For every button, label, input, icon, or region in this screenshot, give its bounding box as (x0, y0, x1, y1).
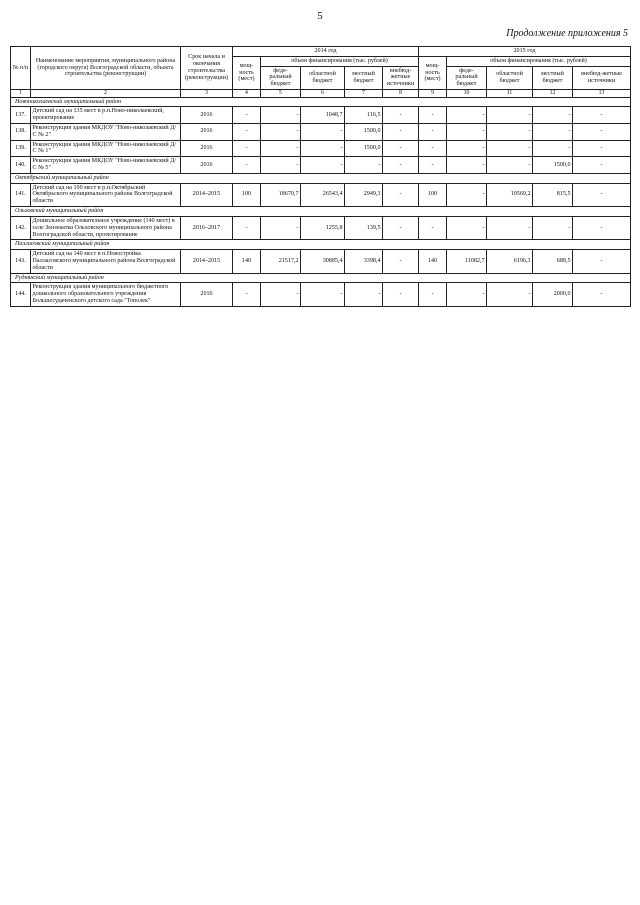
header-local-2014: местный бюджет (345, 66, 383, 89)
table-row (11, 140, 631, 157)
object-name: Детский сад на 135 мест в р.п.Ново-николаевский, проектирование (31, 107, 181, 124)
header-capacity-2015: мощ-ность (мест) (419, 56, 447, 89)
column-number-row (11, 90, 631, 97)
header-capacity-2014: мощ-ность (мест) (233, 56, 261, 89)
capacity-2014: - (233, 107, 261, 124)
regional-2014: - (301, 140, 345, 157)
appendix-continuation-caption: Продолжение приложения 5 (506, 28, 628, 39)
federal-2015: - (447, 157, 487, 174)
capacity-2015: - (419, 123, 447, 140)
regional-2014: - (301, 123, 345, 140)
header-federal-2015: феде-ральный бюджет (447, 66, 487, 89)
header-year-2014: 2014 год (233, 47, 419, 57)
federal-2015: - (447, 123, 487, 140)
regional-2015: 6196,3 (487, 250, 533, 273)
extra-2015: - (573, 123, 631, 140)
local-2015: - (533, 140, 573, 157)
column-number: 8 (383, 90, 419, 97)
construction-period: 2016 (181, 283, 233, 306)
local-2014: - (345, 157, 383, 174)
extra-2015: - (573, 157, 631, 174)
federal-2014: - (261, 123, 301, 140)
federal-2014: - (261, 216, 301, 239)
column-number: 4 (233, 90, 261, 97)
capacity-2015: - (419, 140, 447, 157)
table-row (11, 216, 631, 239)
row-number: 143. (11, 250, 31, 273)
federal-2014: 18670,7 (261, 183, 301, 206)
table-row (11, 183, 631, 206)
capacity-2014: 100 (233, 183, 261, 206)
local-2014: 2949,3 (345, 183, 383, 206)
header-extra-2014: внебюд-жетные источники (383, 66, 419, 89)
district-name: Ольховский муниципальный район (11, 207, 631, 217)
column-number: 12 (533, 90, 573, 97)
table-row (11, 157, 631, 174)
extra-2015: - (573, 183, 631, 206)
header-period: Срок начала и окончания строительства (реконструкции) (181, 47, 233, 90)
column-number: 10 (447, 90, 487, 97)
district-row (11, 97, 631, 107)
capacity-2014: - (233, 123, 261, 140)
regional-2014: 26543,4 (301, 183, 345, 206)
object-name: Детский сад на 140 мест в п.Новостройка Палласовского муниципального района Волгоградской области (31, 250, 181, 273)
local-2014: 1500,0 (345, 140, 383, 157)
extra-2014: - (383, 123, 419, 140)
column-number: 9 (419, 90, 447, 97)
capacity-2015: 140 (419, 250, 447, 273)
district-row (11, 273, 631, 283)
federal-2015: - (447, 183, 487, 206)
federal-2015: - (447, 283, 487, 306)
regional-2014: 1255,8 (301, 216, 345, 239)
district-name: Палласовский муниципальный район (11, 240, 631, 250)
district-row (11, 207, 631, 217)
local-2015: - (533, 107, 573, 124)
column-number: 13 (573, 90, 631, 97)
federal-2014: - (261, 157, 301, 174)
header-regional-2015: областной бюджет (487, 66, 533, 89)
column-number: 7 (345, 90, 383, 97)
capacity-2015: - (419, 107, 447, 124)
capacity-2015: - (419, 157, 447, 174)
extra-2015: - (573, 216, 631, 239)
local-2014: 1500,0 (345, 123, 383, 140)
row-number: 141. (11, 183, 31, 206)
regional-2014: - (301, 283, 345, 306)
capacity-2015: 100 (419, 183, 447, 206)
federal-2014: - (261, 107, 301, 124)
local-2014: 139,5 (345, 216, 383, 239)
row-number: 138. (11, 123, 31, 140)
header-name: Наименование мероприятия, муниципального района (городского округа) Волгоградской области, объекта строительства (реконструкции) (31, 47, 181, 90)
regional-2014: 1048,7 (301, 107, 345, 124)
extra-2014: - (383, 157, 419, 174)
table-row (11, 283, 631, 306)
regional-2015: - (487, 123, 533, 140)
page-number: 5 (317, 10, 323, 22)
object-name: Детский сад на 100 мест в р.п.Октябрьский Октябрьского муниципального района Волгоградской области (31, 183, 181, 206)
construction-period: 2014–2015 (181, 183, 233, 206)
object-name: Реконструкция здания МКДОУ "Ново-николаевский Д/С № 1" (31, 140, 181, 157)
extra-2015: - (573, 107, 631, 124)
row-number: 142. (11, 216, 31, 239)
local-2014: 116,5 (345, 107, 383, 124)
header-federal-2014: феде-ральный бюджет (261, 66, 301, 89)
capacity-2014: - (233, 157, 261, 174)
federal-2014: - (261, 283, 301, 306)
column-number: 3 (181, 90, 233, 97)
construction-period: 2016 (181, 123, 233, 140)
object-name: Реконструкция здания муниципального бюджетного дошкольного образовательного учреждения Большесудаченского детского сада "Тополек" (31, 283, 181, 306)
table-row (11, 250, 631, 273)
regional-2015: - (487, 140, 533, 157)
capacity-2015: - (419, 283, 447, 306)
construction-period: 2016 (181, 107, 233, 124)
regional-2015: 10569,2 (487, 183, 533, 206)
extra-2015: - (573, 140, 631, 157)
extra-2015: - (573, 250, 631, 273)
federal-2014: - (261, 140, 301, 157)
column-number: 11 (487, 90, 533, 97)
construction-period: 2016–2017 (181, 216, 233, 239)
header-financing-2014: объем финансирования (тыс. рублей) (261, 56, 419, 66)
capacity-2014: - (233, 216, 261, 239)
extra-2015: - (573, 283, 631, 306)
construction-period: 2016 (181, 157, 233, 174)
regional-2015: - (487, 107, 533, 124)
table-row (11, 107, 631, 124)
district-name: Октябрьский муниципальный район (11, 173, 631, 183)
district-name: Руднянский муниципальный район (11, 273, 631, 283)
district-row (11, 173, 631, 183)
local-2014: 3398,4 (345, 250, 383, 273)
header-number: № п/п (11, 47, 31, 90)
regional-2015: - (487, 157, 533, 174)
local-2015: 1500,0 (533, 157, 573, 174)
extra-2014: - (383, 250, 419, 273)
local-2015: 2000,0 (533, 283, 573, 306)
regional-2015: - (487, 216, 533, 239)
construction-schedule-table (10, 46, 631, 307)
object-name: Реконструкция здания МКДОУ "Ново-николаевский Д/С № 2" (31, 123, 181, 140)
construction-period: 2016 (181, 140, 233, 157)
local-2015: - (533, 123, 573, 140)
extra-2014: - (383, 283, 419, 306)
construction-period: 2014–2015 (181, 250, 233, 273)
header-year-2015: 2015 год (419, 47, 631, 57)
column-number: 2 (31, 90, 181, 97)
object-name: Дошкольное образовательное учреждение (140 мест) в селе Зензеватка Ольховского муниципального района Волгоградской области, проектирование (31, 216, 181, 239)
column-number: 1 (11, 90, 31, 97)
column-number: 5 (261, 90, 301, 97)
federal-2014: 21517,2 (261, 250, 301, 273)
capacity-2015: - (419, 216, 447, 239)
regional-2014: 30885,4 (301, 250, 345, 273)
row-number: 137. (11, 107, 31, 124)
federal-2015: 11082,7 (447, 250, 487, 273)
capacity-2014: 140 (233, 250, 261, 273)
capacity-2014: - (233, 283, 261, 306)
federal-2015: - (447, 140, 487, 157)
table-row (11, 123, 631, 140)
extra-2014: - (383, 140, 419, 157)
row-number: 139. (11, 140, 31, 157)
object-name: Реконструкция здания МКДОУ "Ново-николаевский Д/С № 5" (31, 157, 181, 174)
header-regional-2014: областной бюджет (301, 66, 345, 89)
extra-2014: - (383, 216, 419, 239)
district-row (11, 240, 631, 250)
local-2015: 815,5 (533, 183, 573, 206)
capacity-2014: - (233, 140, 261, 157)
header-extra-2015: внебюд-жетные источники (573, 66, 631, 89)
federal-2015: - (447, 216, 487, 239)
extra-2014: - (383, 183, 419, 206)
regional-2015: - (487, 283, 533, 306)
row-number: 140. (11, 157, 31, 174)
header-financing-2015: объем финансирования (тыс. рублей) (447, 56, 631, 66)
column-number: 6 (301, 90, 345, 97)
row-number: 144. (11, 283, 31, 306)
header-local-2015: местный бюджет (533, 66, 573, 89)
district-name: Новониколаевский муниципальный район (11, 97, 631, 107)
extra-2014: - (383, 107, 419, 124)
local-2015: 688,5 (533, 250, 573, 273)
local-2015: - (533, 216, 573, 239)
local-2014: - (345, 283, 383, 306)
regional-2014: - (301, 157, 345, 174)
federal-2015: - (447, 107, 487, 124)
